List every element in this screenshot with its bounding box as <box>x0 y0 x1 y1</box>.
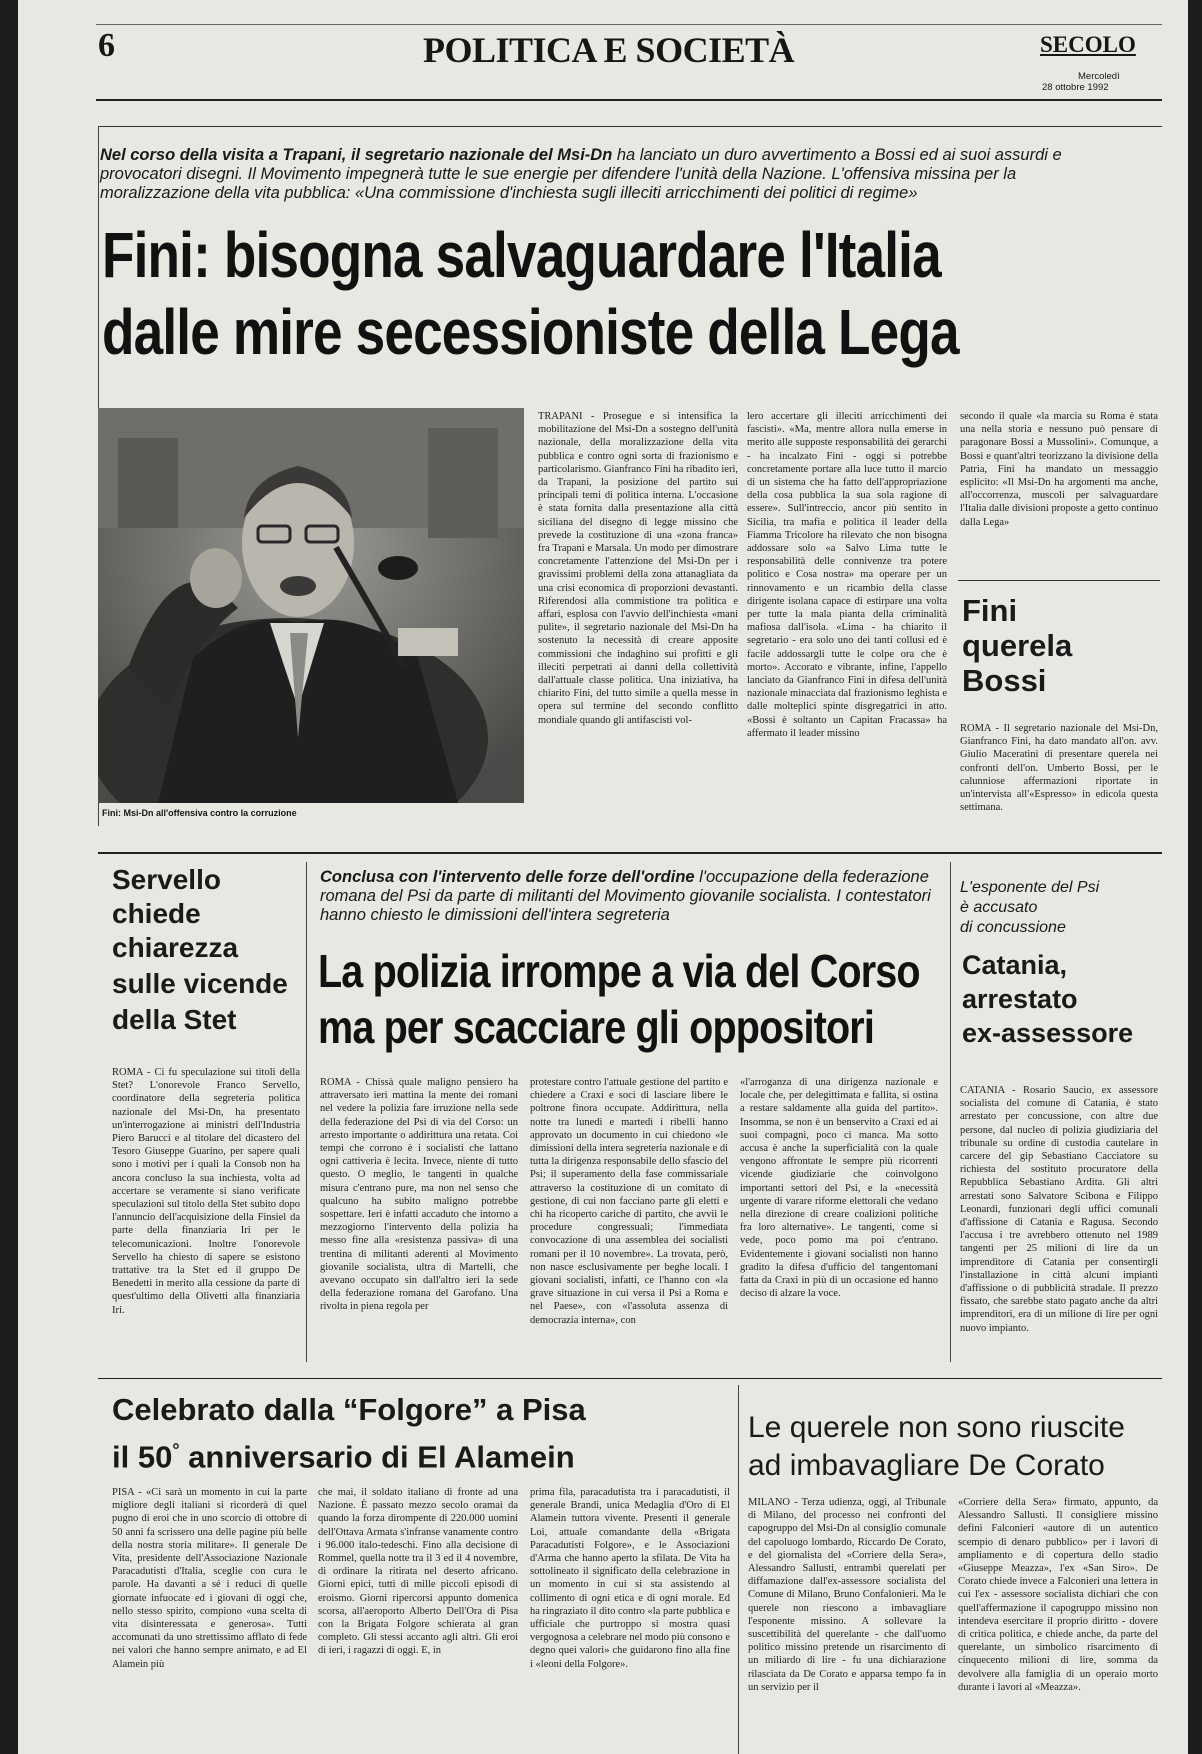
issue-day: Mercoledì <box>1078 71 1120 82</box>
catania-body: CATANIA - Rosario Saucio, ex assessore socialista del comune di Catania, è stato arrestato per concussione, con altre due persone, dal nucleo di polizia giudiziaria del tribunale su ordine di custodia cautelare in carcere del gip Sebastiano Cacciatore su richiesta del sostituto procuratore della Repubblica Sebastiano Ardita. Gli altri arrestati sono Salvatore Scibona e Filippo Leonardi, funzionari degli uffici comunali d'affissione di Catania e Ragusa. Secondo l'accusa i tre avrebbero ottenuto nel 1989 tangenti per 25 milioni di lire da un imprenditore di Catania per consentirgli l'installazione in città alcuni impianti d'affissione o di pubblicità stradale. Il prezzo fissato, che sarebbe stato pagato anche da altri imprenditori, era di un milione di lire per ogni nuovo impianto. <box>960 1085 1158 1334</box>
alamein-column-2: che mai, il soldato italiano di fronte ad una Nazione. È passato mezzo secolo oramai da quando la forza dirompente di 220.000 uomini dell'Ottava Armata s'infranse vanamente contro i 96.000 italo-tedeschi. Fino alla decisione di Rommel, quella notte tra il 3 ed il 4 novembre, di ordinare la ritirata nel deserto africano. Giorni epici, tutti di mille piccoli episodi di eroismo. Giorni ripercorsi appunto domenica scorsa, all'aeroporto Alberto Dell'Ora di Pisa con la Brigata Folgore schierata al gran completo. Gli stessi accanto agli altri. Gli eroi di ieri, i ragazzi di oggi. E, in <box>318 1487 518 1657</box>
decorato-headline-line1: Le querele non sono riuscite <box>748 1411 1125 1444</box>
servello-title-1: Servello <box>112 864 221 895</box>
band3-rule <box>98 1378 1162 1379</box>
top-rule <box>96 24 1162 25</box>
lead-headline-line1: Fini: bisogna salvaguardare l'Italia <box>102 219 941 291</box>
catania-title-1: Catania, <box>962 950 1068 980</box>
masthead: SECOLO <box>1040 32 1136 57</box>
page-number: 6 <box>98 27 115 64</box>
polizia-column-2: protestare contro l'attuale gestione del partito e chiedere a Craxi e soci di lasciare libere le poltrone finora occupate. Addirittura, nella notte tra lunedì e martedì i ribelli hanno approvato un documento in cui chiedono «le dimissioni della intera segreteria nazionale e di tutta la dirigenza responsabile dello sfascio del Psi; il superamento della fase commissariale attraverso la costituzione di un comitato di gestione, di cui non facciano parte gli eletti e chi ha ricoperto cariche di partito, che avvii le procedure congressuali; l'immediata convocazione di una assemblea dei socialisti romani per il 10 novembre». La trovata, però, non nasce esclusivamente per beghe locali. I giovani socialisti, infatti, ce l'hanno con «la grave situazione in cui versa il Psi a Roma e nel Paese», con «l'assoluta assenza di democrazia interna», con <box>530 1077 728 1326</box>
degree-sign: ° <box>172 1440 180 1460</box>
alamein-headline-part1: il 50 <box>112 1439 173 1475</box>
fini-querela-title-3: Bossi <box>962 663 1047 698</box>
lead-column-3: secondo il quale «la marcia su Roma è stata una nella storia e nessuno può pensare di paragonare Bossi a Mussolini». Comunque, a Bossi e quant'altri teorizzano la divisione della Patria, Fini ha mandato un messaggio esplicito: «Il Msi-Dn ha argomenti ma anche, all'occorrenza, muscoli per salvaguardare l'Italia dalle divisioni proposte a getto continuo dalla Lega» <box>960 411 1158 528</box>
servello-title-4: sulle vicende <box>112 968 288 999</box>
polizia-column-3: «l'arroganza di una dirigenza nazionale e locale che, per delegittimata e fallita, si ostina a restare saldamente alla guida del partito». Insomma, se non è un benservito a Craxi ed ai suoi compagni, poco ci manca. Ma sotto accusa è anche la superficialità con la quale vengono affrontate le sempre più ricorrenti vicende giudiziarie che coinvolgono importanti settori del Psi, e la «necessità urgente di varare riforme elettorali che vedano nella direzione di creare coalizioni politiche fra loro alternative». Le tangenti, come si vede, poco pomo ma poi c'entrano. Evidentemente i giovani socialisti non hanno gradito la difesa d'ufficio del tangentomani fatta da Craxi in più di un occasione ed hanno deciso di alzare la voce. <box>740 1077 938 1300</box>
fini-querela-title-2: querela <box>962 628 1073 663</box>
servello-title-3: chiarezza <box>112 932 239 963</box>
fini-querela-body: ROMA - Il segretario nazionale del Msi-Dn, Gianfranco Fini, ha dato mandato all'on. avv. Giulio Maceratini di presentare querela nei confronti dell'on. Umberto Bossi, per le calunniose affermazioni riportate in un'intervista all'«Espresso» in edicola questa settimana. <box>960 723 1158 814</box>
servello-title-2: chiede <box>112 898 201 929</box>
polizia-kicker <box>320 868 940 925</box>
polizia-kicker-rest: l'occupazione della federazione romana del Psi da parte di militanti del Movimento giovanile socialista. I contestatori hanno chiesto le dimissioni dell'intera segreteria <box>320 868 931 924</box>
decorato-column-1: MILANO - Terza udienza, oggi, al Tribunale di Milano, del processo nei confronti del capogruppo del Msi-Dn al consiglio comunale del capoluogo lombardo, Riccardo De Corato, e del giornalista del «Corriere della Sera», Alessandro Sallusti, entrambi querelati per diffamazione dall'ex-assessore socialista del Comune di Milano, Bruno Confalonieri. Ma le querele non riescono a imbavagliare l'esponente missino. A sollevare la suscettibilità del querelante - che dall'uomo politico missino pretende un risarcimento di un miliardo di lire - fu una dichiarazione rilasciata da De Corato e apparsa tempo fa in un servizio per il <box>748 1497 946 1693</box>
polizia-kicker-bold: Conclusa con l'intervento delle forze dell'ordine <box>320 868 695 886</box>
lead-column-2: lero accertare gli illeciti arricchimenti dei fascisti». «Ma, mentre allora nulla emerse in merito alle supposte responsabilità dei gerarchi - ha incalzato Fini - oggi si potrebbe concretamente portare alla luce tutto il marcio di un sistema che ha fatto dell'appropriazione della cosa pubblica la sua sola ragione di essere». Sull'intreccio, ancor più sentito in Sicilia, tra mafia e politica il leader della Fiamma Tricolore ha rilevato che non bisogna addossare solo «a Salvo Lima tutte le responsabilità delle connivenze tra potere politico e Cosa nostra» ma operare per un rinnovamento e un ricambio della classe dirigente isolana capace di estirpare una volta per tutte la mala pianta della criminalità mafiosa dall'isola. «Lima - ha chiarito il segretario - era solo uno dei tanti collusi ed è facile addossargli tutte le colpe ora che è morto». Accorato e vibrante, infine, l'appello lanciato da Gianfranco Fini in difesa dell'unità nazionale minacciata dal frazionismo leghista e dalle molteplici spinte disgregatrici in atto. «Bossi è soltanto un Capitan Fracassa» ha affermato il leader missino <box>747 411 947 739</box>
servello-body: ROMA - Ci fu speculazione sui titoli della Stet? L'onorevole Franco Servello, coordinatore della segreteria politica nazionale del Msi-Dn, ha presentato un'interrogazione ai ministri dell'Industria Piero Barucci e al titolare del dicastero del Tesoro Giuseppe Guarino, per sapere quali sono i motivi per i quali la Consob non ha ancora concluso la sua inchiesta, volta ad accertare se veramente si siano verificate speculazioni sul titolo della Stet subito dopo l'annuncio dell'acquisizione della Finsiel da parte della finanziaria Iri per le telecomunicazioni. Inoltre l'onorevole Servello ha chiesto di sapere se esistono trattative tra la Stet ed il gruppo De Benedetti in merito alla cessione da parte di quest'ultimo della Olivetti alla finanziaria Iri. <box>112 1067 300 1316</box>
servello-title-5: della Stet <box>112 1004 237 1035</box>
lead-column-1: TRAPANI - Prosegue e si intensifica la mobilitazione del Msi-Dn a sostegno dell'unità nazionale, della moralizzazione della vita pubblica e contro ogni sorta di frazionismo e particolarismo. Gianfranco Fini ha ribadito ieri, da Trapani, la posizione del partito sui principali temi di politica interna. L'occasione è stata fornita dalla presentazione alla città siciliana del disegno di legge missino che prevede la costituzione di una «zona franca» fra Trapani e Marsala. Un modo per dimostrare concretamente l'attenzione del Msi-Dn per i gravissimi problemi della zona attanagliata da una crisi economica di proporzioni devastanti. Riferendosi alla commistione tra politica e affari, esplosa con l'avvio dell'inchiesta «mani pulite», il segretario nazionale del Msi-Dn ha sostenuto la necessità di creare apposite commissioni che indaghino sui profitti e gli illeciti perpetrati ai danni della collettività dall'attuale classe politica. Una iniziativa, ha chiarito Fini, del tutto simile a quella messe in opera sul termine del secondo conflitto mondiale quando gli antifascisti vol- <box>538 411 738 726</box>
catania-title-2: arrestato <box>962 984 1078 1014</box>
alamein-headline-line2 <box>112 1432 575 1475</box>
speaker-photo-illustration <box>98 408 524 803</box>
band2-divider-left <box>306 862 307 1362</box>
lead-kicker-rest: ha lanciato un duro avvertimento a Bossi ed ai suoi assurdi e provocatori disegni. Il Movimento impegnerà tutte le sue energie per difendere l'unità della Nazione. L'offensiva missina per la moralizzazione della vita pubblica: «Una commissione d'inchiesta sugli illeciti arricchimenti dei politici di regime» <box>100 146 1062 202</box>
polizia-headline-line2: ma per scacciare gli oppositori <box>318 1001 874 1053</box>
decorato-column-2: «Corriere della Sera» firmato, appunto, da Alessandro Sallusti. Il consigliere missino definì Falconieri «autore di un autentico scempio di denaro pubblico» per i lavori di ampliamento e di copertura dello stadio «Giuseppe Meazza», l'ex «San Siro». De Corato chiede invece a Falconieri una lettera in cui l'ex - assessore socialista dichiari che con quell'affermazione il capogruppo missino non intendeva esercitare il proprio diritto - dovere di critica politica, e chiede anche, da parte del querelante, un simbolico risarcimento di cinquecento milioni di lire, somma da devolvere alla famiglia di un operaio morto durante i lavori al «Meazza». <box>958 1497 1158 1693</box>
box-rule <box>958 580 1160 581</box>
polizia-column-1: ROMA - Chissà quale maligno pensiero ha attraversato ieri mattina la mente dei romani nel vedere la polizia fare irruzione nella sede della federazione del Psi di via del Corso: un arresto importante o addirittura una retata. Coi tempi che corrono è i socialisti che lattano ogni cattiveria è lecita. Invece, niente di tutto questo. O meglio, le tangenti in qualche misura c'entrano pure, ma non nel senso che qualcuno ha subito maligno potrebbe sospettare. Ieri è infatti accaduto che intorno a mezzogiorno l'intervento della polizia ha messo fine alla «resistenza passiva» di una trentina di militanti aderenti al Movimento giovanile socialista, ultra di Martelli, che avevano occupato sin dall'altro ieri la sede della federazione romana del Garofano. Una rivolta in piena regola per <box>320 1077 518 1313</box>
header-rule <box>96 99 1162 101</box>
lead-kicker-bold: Nel corso della visita a Trapani, il segretario nazionale del Msi-Dn <box>100 146 613 164</box>
band2-divider-right <box>950 862 951 1362</box>
catania-kicker-2: è accusato <box>960 899 1038 916</box>
alamein-headline-line1: Celebrato dalla “Folgore” a Pisa <box>112 1392 586 1427</box>
alamein-column-3: prima fila, paracadutista tra i paracadutisti, il generale Brandi, unica Medaglia d'Oro di El Alamein tuttora vivente. Presenti il generale Loi, attuale comandante della «Brigata Paracadutisti Folgore», e le Associazioni d'Arma che hanno aperto la sfilata. De Vita ha sottolineato il significato della celebrazione in un momento in cui si sta assistendo al collimento di ogni etica e di ogni morale. Ed ha ringraziato il dito contro «la parte pubblica e ufficiale che purtroppo si mostra quasi vergognosa a celebrare nel modo più consono e degno quei valori» che guidarono fino alla fine i «leoni della Folgore». <box>530 1487 730 1670</box>
newspaper-page <box>18 0 1188 1754</box>
decorato-headline-line2: ad imbavagliare De Corato <box>748 1449 1105 1482</box>
lead-headline-line2: dalle mire secessioniste della Lega <box>102 296 959 368</box>
catania-kicker-3: di concussione <box>960 919 1066 936</box>
alamein-headline-part2: anniversario di El Alamein <box>179 1439 575 1475</box>
lead-frame-top <box>98 126 1162 127</box>
section-title: POLITICA E SOCIETÀ <box>423 30 795 70</box>
fini-querela-title-1: Fini <box>962 593 1018 628</box>
band3-divider <box>738 1385 739 1754</box>
alamein-column-1: PISA - «Ci sarà un momento in cui la parte migliore degli italiani si ricorderà di quel pugno di eroi che in uno scorcio di ottobre di 50 anni fa scrissero una delle pagine più belle della nostra storia militare». Il generale De Vita, presidente dell'Associazione Nazionale Paracadutisti d'Italia, sceglie con cura le parole. Ha davanti a sé i reduci di quelle giornate infuocate ed i giovani di oggi che, nello stesso spirito, compiono «una scelta di vita disinteressata e generosa». Tutti accomunati da uno strettissimo afflato di fede nei valori che hanno sempre animato, e ad El Alamein più <box>112 1487 307 1670</box>
catania-title-3: ex-assessore <box>962 1018 1134 1048</box>
fini-photo <box>98 408 524 803</box>
lead-kicker <box>100 146 1100 203</box>
band2-rule <box>98 852 1162 854</box>
catania-kicker-1: L'esponente del Psi <box>960 879 1100 896</box>
issue-date: 28 ottobre 1992 <box>1042 82 1109 93</box>
polizia-headline-line1: La polizia irrompe a via del Corso <box>318 945 920 997</box>
photo-caption: Fini: Msi-Dn all'offensiva contro la corruzione <box>102 808 297 818</box>
